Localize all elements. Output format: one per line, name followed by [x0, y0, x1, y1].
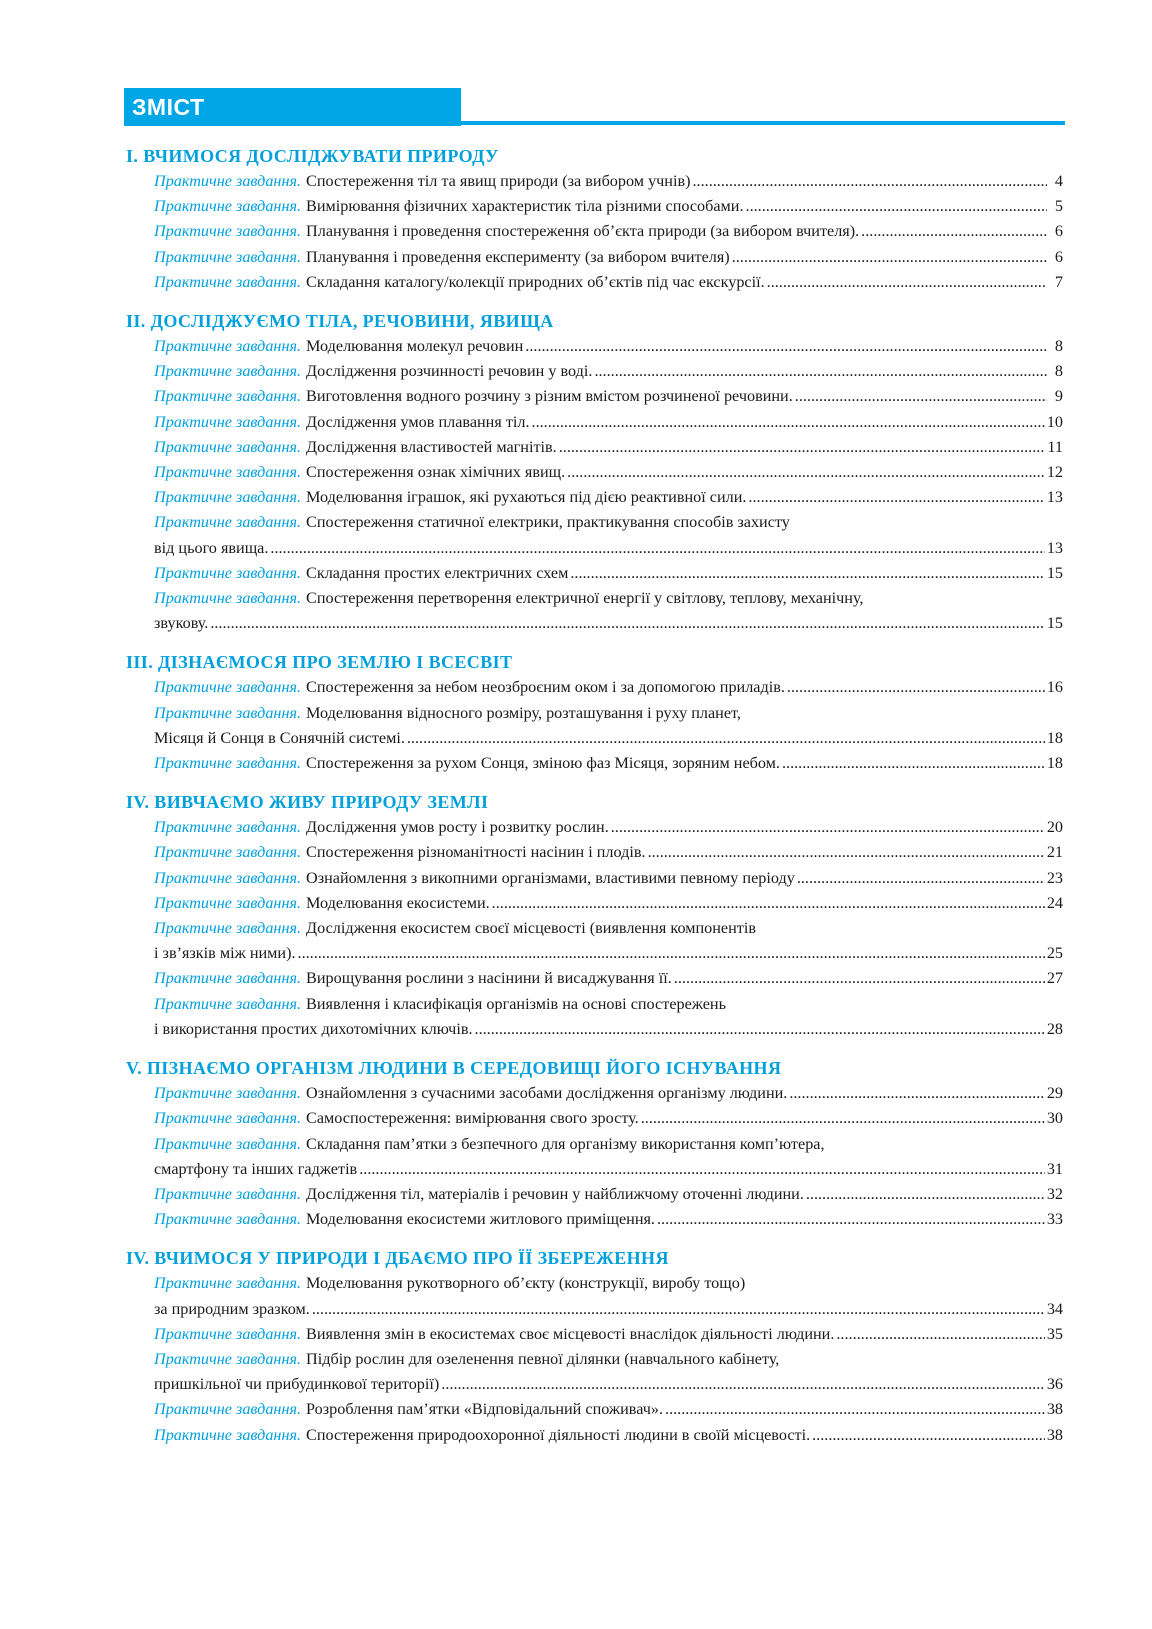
toc-entry[interactable]: [154, 586, 1063, 636]
entry-label: Практичне завдання.: [154, 589, 302, 608]
toc-entry[interactable]: [154, 435, 1063, 460]
toc-entry-line: [154, 245, 1063, 270]
toc-entry[interactable]: [154, 891, 1063, 916]
entry-label: Практичне завдання.: [154, 387, 302, 406]
page-number: 6: [1054, 222, 1063, 241]
toc-entry[interactable]: [154, 169, 1063, 194]
toc-entry-line: [154, 701, 1063, 726]
entry-text: Моделювання екосистеми житлового приміщення.: [306, 1210, 655, 1229]
toc-entry[interactable]: [154, 966, 1063, 991]
entry-text: Дослідження умов росту і розвитку рослин.: [306, 818, 609, 837]
page-number: 23: [1046, 868, 1063, 887]
toc-entry-line: [154, 1271, 1063, 1296]
toc-entry-line: [154, 334, 1063, 359]
entry-label: Практичне завдання.: [154, 437, 302, 456]
toc-entry[interactable]: [154, 561, 1063, 586]
page-number: 29: [1046, 1084, 1063, 1103]
toc-entry[interactable]: [154, 866, 1063, 891]
toc-entry-line: [154, 1017, 1063, 1042]
dot-leader: [532, 410, 1045, 435]
toc-entry-line: [154, 1372, 1063, 1397]
entry-text: Моделювання молекул речовин: [306, 337, 524, 356]
toc-entry-line: [154, 1423, 1063, 1448]
section-title: II. ДОСЛІДЖУЄМО ТІЛА, РЕЧОВИНИ, ЯВИЩА: [126, 311, 554, 332]
dot-leader: [782, 751, 1045, 776]
toc-entry-line: [154, 992, 1063, 1017]
page-number: 36: [1046, 1375, 1063, 1394]
section-title: III. ДІЗНАЄМОСЯ ПРО ЗЕМЛЮ І ВСЕСВІТ: [126, 652, 513, 673]
entry-text: Моделювання екосистеми.: [306, 893, 490, 912]
toc-section: [126, 144, 1063, 309]
toc-entry[interactable]: [154, 675, 1063, 700]
dot-leader: [312, 1297, 1045, 1322]
toc-entry-line: [154, 435, 1063, 460]
entry-text: Дослідження умов плавання тіл.: [306, 412, 530, 431]
page-number: 31: [1046, 1159, 1063, 1178]
toc-entry-line: [154, 194, 1063, 219]
entry-text: Спостереження тіл та явищ природи (за вибором учнів): [306, 172, 691, 190]
entry-label: Практичне завдання.: [154, 272, 302, 291]
entry-label: Практичне завдання.: [154, 994, 302, 1013]
entry-text: Моделювання відносного розміру, розташування і руху планет,: [306, 703, 741, 722]
dot-leader: [787, 675, 1045, 700]
dot-leader: [665, 1397, 1045, 1422]
dot-leader: [732, 245, 1047, 270]
entry-text: Моделювання рукотворного об’єкту (конструкції, виробу тощо): [306, 1274, 746, 1293]
toc-entry[interactable]: [154, 245, 1063, 270]
dot-leader: [746, 194, 1047, 219]
entry-label: Практичне завдання.: [154, 1084, 302, 1103]
entry-label: Практичне завдання.: [154, 754, 302, 773]
entry-label: Практичне завдання.: [154, 1400, 302, 1419]
entry-text: Дослідження тіл, матеріалів і речовин у найближчому оточенні людини.: [306, 1184, 804, 1203]
entry-text: пришкільної чи прибудинкової території): [154, 1375, 440, 1394]
page-number: 24: [1046, 893, 1063, 912]
toc-entry[interactable]: [154, 992, 1063, 1042]
dot-leader: [559, 435, 1046, 460]
toc-entry[interactable]: [154, 485, 1063, 510]
section-gap: [126, 1042, 1063, 1056]
dot-leader: [567, 460, 1045, 485]
section-gap: [126, 295, 1063, 309]
dot-leader: [298, 941, 1045, 966]
toc-entry[interactable]: [154, 1207, 1063, 1232]
dot-leader: [407, 726, 1045, 751]
page-number: 28: [1046, 1019, 1063, 1038]
toc-entry[interactable]: [154, 460, 1063, 485]
toc-entry-line: [154, 586, 1063, 611]
entry-text: і зв’язків між ними).: [154, 944, 296, 963]
toc-entry-line: [154, 359, 1063, 384]
page-title: ЗМІСТ: [132, 94, 205, 120]
page-number: 5: [1054, 197, 1063, 216]
toc-entry-line: [154, 966, 1063, 991]
entry-text: Виявлення і класифікація організмів на основі спостережень: [306, 994, 726, 1013]
entry-label: Практичне завдання.: [154, 1324, 302, 1343]
page-number: 9: [1054, 387, 1063, 406]
dot-leader: [359, 1157, 1045, 1182]
page-number: 13: [1046, 538, 1063, 557]
toc-entry-line: [154, 611, 1063, 636]
toc-entry[interactable]: [154, 815, 1063, 840]
toc-section: [126, 309, 1063, 650]
page-number: 10: [1046, 412, 1063, 431]
toc-entry[interactable]: [154, 751, 1063, 776]
entry-text: Складання пам’ятки з безпечного для організму використання комп’ютера,: [306, 1134, 825, 1153]
toc-entry-line: [154, 866, 1063, 891]
toc-entry[interactable]: [154, 334, 1063, 359]
entry-text: Моделювання іграшок, які рухаються під дією реактивної сили.: [306, 488, 747, 507]
entry-label: Практичне завдання.: [154, 362, 302, 381]
page-number: 8: [1054, 362, 1063, 381]
entry-text: Спостереження ознак хімічних явищ.: [306, 463, 566, 482]
toc-entry[interactable]: [154, 1081, 1063, 1106]
toc-section: [126, 650, 1063, 790]
page-number: 7: [1054, 272, 1063, 291]
entry-label: Практичне завдання.: [154, 412, 302, 431]
entry-label: Практичне завдання.: [154, 1274, 302, 1293]
page-number: 6: [1054, 247, 1063, 266]
toc-entry-line: [154, 1207, 1063, 1232]
page-number: 11: [1047, 437, 1063, 456]
entry-label: Практичне завдання.: [154, 337, 302, 356]
entry-text: Планування і проведення спостереження об’єкта природи (за вибором вчителя).: [306, 222, 860, 241]
entry-label: Практичне завдання.: [154, 868, 302, 887]
entry-text: за природним зразком.: [154, 1299, 310, 1318]
toc-entry-line: [154, 384, 1063, 409]
toc-entry[interactable]: [154, 1132, 1063, 1182]
section-gap: [126, 636, 1063, 650]
dot-leader: [797, 866, 1045, 891]
dot-leader: [674, 966, 1045, 991]
entry-text: Виявлення змін в екосистемах своє місцевості внаслідок діяльності людини.: [306, 1324, 835, 1343]
entry-label: Практичне завдання.: [154, 463, 302, 482]
dot-leader: [693, 169, 1048, 194]
entry-text: Ознайомлення з сучасними засобами дослідження організму людини.: [306, 1084, 788, 1103]
dot-leader: [767, 270, 1047, 295]
dot-leader: [806, 1182, 1045, 1207]
dot-leader: [210, 611, 1044, 636]
section-title: V. ПІЗНАЄМО ОРГАНІЗМ ЛЮДИНИ В СЕРЕДОВИЩІ ЙОГО ІСНУВАННЯ: [126, 1058, 782, 1079]
page-number: 8: [1054, 337, 1063, 356]
entry-text: Складання каталогу/колекції природних об’єктів під час екскурсії.: [306, 272, 765, 291]
dot-leader: [492, 891, 1045, 916]
toc-entry-line: [154, 169, 1063, 194]
section-entries: [126, 675, 1063, 776]
dot-leader: [812, 1423, 1045, 1448]
entry-label: Практичне завдання.: [154, 172, 302, 190]
toc-entry-line: [154, 1397, 1063, 1422]
entry-label: Практичне завдання.: [154, 1425, 302, 1444]
entry-text: Планування і проведення експерименту (за вибором вчителя): [306, 247, 730, 266]
toc-entry-line: [154, 1157, 1063, 1182]
toc-entry[interactable]: [154, 219, 1063, 244]
entry-text: Вирощування рослини з насінини й висаджування її.: [306, 969, 672, 988]
entry-label: Практичне завдання.: [154, 1109, 302, 1128]
toc-entry[interactable]: [154, 1182, 1063, 1207]
entry-label: Практичне завдання.: [154, 247, 302, 266]
toc-entry-line: [154, 751, 1063, 776]
toc-entry[interactable]: [154, 510, 1063, 560]
toc-entry[interactable]: [154, 1106, 1063, 1131]
toc-entry[interactable]: [154, 1322, 1063, 1347]
entry-label: Практичне завдання.: [154, 563, 302, 582]
section-entries: [126, 334, 1063, 636]
entry-text: Дослідження розчинності речовин у воді.: [306, 362, 593, 381]
section-entries: [126, 1081, 1063, 1232]
toc-entry[interactable]: [154, 1423, 1063, 1448]
toc-entry-line: [154, 815, 1063, 840]
page-number: 18: [1046, 754, 1063, 773]
page-number: 38: [1046, 1400, 1063, 1419]
entry-label: Практичне завдання.: [154, 1134, 302, 1153]
toc-entry-line: [154, 219, 1063, 244]
entry-label: Практичне завдання.: [154, 843, 302, 862]
page-number: 33: [1046, 1210, 1063, 1229]
section-entries: [126, 815, 1063, 1042]
entry-text: Ознайомлення з викопними організмами, властивими певному періоду: [306, 868, 795, 887]
section-title: I. ВЧИМОСЯ ДОСЛІДЖУВАТИ ПРИРОДУ: [126, 146, 499, 166]
toc-entry-line: [154, 536, 1063, 561]
dot-leader: [657, 1207, 1045, 1232]
table-of-contents: [126, 144, 1063, 1448]
toc-section: [126, 1056, 1063, 1246]
toc-entry-line: [154, 510, 1063, 535]
dot-leader: [795, 384, 1047, 409]
toc-section: [126, 1246, 1063, 1447]
toc-entry-line: [154, 1106, 1063, 1131]
page-number: 21: [1046, 843, 1063, 862]
toc-entry-line: [154, 1182, 1063, 1207]
entry-text: Спостереження перетворення електричної енергії у світлову, теплову, механічну,: [306, 589, 864, 608]
entry-label: Практичне завдання.: [154, 919, 302, 938]
toc-entry-line: [154, 1297, 1063, 1322]
toc-entry-line: [154, 270, 1063, 295]
entry-text: звукову.: [154, 614, 209, 633]
entry-label: Практичне завдання.: [154, 893, 302, 912]
dot-leader: [525, 334, 1047, 359]
toc-entry-line: [154, 410, 1063, 435]
page-number: 20: [1046, 818, 1063, 837]
dot-leader: [611, 815, 1045, 840]
entry-text: Місяця й Сонця в Сонячній системі.: [154, 728, 405, 747]
page-number: 15: [1046, 563, 1063, 582]
toc-entry-line: [154, 840, 1063, 865]
toc-entry-line: [154, 916, 1063, 941]
entry-label: Практичне завдання.: [154, 703, 302, 722]
section-entries: [126, 169, 1063, 295]
entry-text: Спостереження різноманітності насінин і плодів.: [306, 843, 646, 862]
toc-entry-line: [154, 1081, 1063, 1106]
entry-text: Виготовлення водного розчину з різним вмістом розчиненої речовини.: [306, 387, 793, 406]
entry-label: Практичне завдання.: [154, 513, 302, 532]
dot-leader: [594, 359, 1047, 384]
toc-entry[interactable]: [154, 1397, 1063, 1422]
entry-text: Дослідження екосистем своєї місцевості (виявлення компонентів: [306, 919, 756, 938]
dot-leader: [441, 1372, 1045, 1397]
page-number: 16: [1046, 678, 1063, 697]
entry-text: і використання простих дихотомічних ключів.: [154, 1019, 473, 1038]
entry-text: Дослідження властивостей магнітів.: [306, 437, 557, 456]
dot-leader: [748, 485, 1044, 510]
dot-leader: [836, 1322, 1044, 1347]
toc-entry-line: [154, 1132, 1063, 1157]
section-gap: [126, 776, 1063, 790]
entry-label: Практичне завдання.: [154, 1349, 302, 1368]
toc-entry-line: [154, 561, 1063, 586]
entry-label: Практичне завдання.: [154, 1184, 302, 1203]
dot-leader: [861, 219, 1047, 244]
toc-entry[interactable]: [154, 840, 1063, 865]
page-number: 35: [1046, 1324, 1063, 1343]
toc-entry[interactable]: [154, 194, 1063, 219]
entry-label: Практичне завдання.: [154, 969, 302, 988]
header-rule: [124, 121, 1065, 125]
toc-entry-line: [154, 675, 1063, 700]
entry-text: Вимірювання фізичних характеристик тіла різними способами.: [306, 197, 744, 216]
toc-entry-line: [154, 1347, 1063, 1372]
entry-text: Самоспостереження: вимірювання свого зросту.: [306, 1109, 639, 1128]
toc-entry-line: [154, 460, 1063, 485]
page-number: 15: [1046, 614, 1063, 633]
entry-text: Складання простих електричних схем: [306, 563, 569, 582]
toc-entry[interactable]: [154, 916, 1063, 966]
toc-entry[interactable]: [154, 359, 1063, 384]
toc-entry[interactable]: [154, 1271, 1063, 1321]
page-number: 38: [1046, 1425, 1063, 1444]
toc-entry-line: [154, 891, 1063, 916]
section-gap: [126, 1232, 1063, 1246]
section-title: IV. ВИВЧАЄМО ЖИВУ ПРИРОДУ ЗЕМЛІ: [126, 792, 489, 813]
page-number: 27: [1046, 969, 1063, 988]
entry-text: смартфону та інших гаджетів: [154, 1159, 358, 1178]
page-number: 12: [1046, 463, 1063, 482]
dot-leader: [475, 1017, 1045, 1042]
entry-text: від цього явища.: [154, 538, 269, 557]
section-entries: [126, 1271, 1063, 1447]
entry-label: Практичне завдання.: [154, 1210, 302, 1229]
toc-entry[interactable]: [154, 701, 1063, 751]
page-number: 32: [1046, 1184, 1063, 1203]
entry-text: Підбір рослин для озеленення певної ділянки (навчального кабінету,: [306, 1349, 780, 1368]
entry-label: Практичне завдання.: [154, 197, 302, 216]
entry-label: Практичне завдання.: [154, 678, 302, 697]
page-number: 34: [1046, 1299, 1063, 1318]
section-title: IV. ВЧИМОСЯ У ПРИРОДИ І ДБАЄМО ПРО ЇЇ ЗБЕРЕЖЕННЯ: [126, 1248, 669, 1269]
page-number: 13: [1046, 488, 1063, 507]
dot-leader: [789, 1081, 1044, 1106]
toc-section: [126, 790, 1063, 1056]
entry-label: Практичне завдання.: [154, 488, 302, 507]
toc-entry-line: [154, 1322, 1063, 1347]
entry-text: Спостереження за рухом Сонця, зміною фаз Місяця, зоряним небом.: [306, 754, 780, 773]
toc-entry[interactable]: [154, 410, 1063, 435]
page-number: 30: [1046, 1109, 1063, 1128]
entry-text: Спостереження статичної електрики, практикування способів захисту: [306, 513, 790, 532]
toc-entry-line: [154, 726, 1063, 751]
toc-entry[interactable]: [154, 270, 1063, 295]
entry-text: Спостереження природоохоронної діяльності людини в своїй місцевості.: [306, 1425, 811, 1444]
page-number: 25: [1046, 944, 1063, 963]
toc-entry-line: [154, 941, 1063, 966]
dot-leader: [570, 561, 1044, 586]
entry-text: Розроблення пам’ятки «Відповідальний споживач».: [306, 1400, 664, 1419]
entry-text: Спостереження за небом неозброєним оком і за допомогою приладів.: [306, 678, 785, 697]
entry-label: Практичне завдання.: [154, 818, 302, 837]
dot-leader: [648, 840, 1045, 865]
dot-leader: [641, 1106, 1045, 1131]
dot-leader: [270, 536, 1044, 561]
page-number: 18: [1046, 728, 1063, 747]
toc-entry[interactable]: [154, 1347, 1063, 1397]
toc-entry[interactable]: [154, 384, 1063, 409]
entry-label: Практичне завдання.: [154, 222, 302, 241]
page-number: 4: [1054, 172, 1063, 190]
toc-entry-line: [154, 485, 1063, 510]
